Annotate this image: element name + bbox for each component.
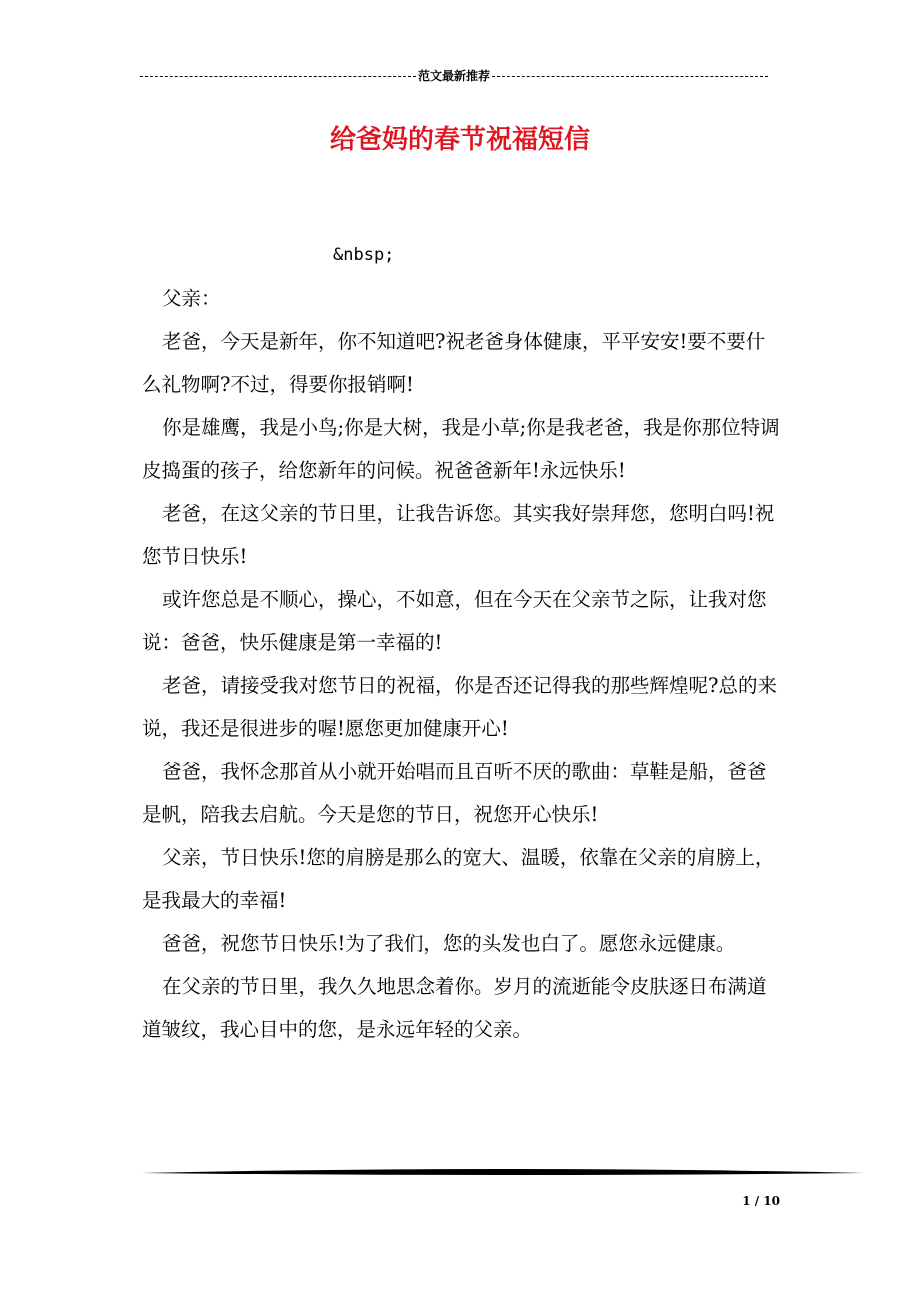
- paragraph: 老爸，请接受我对您节日的祝福，你是否还记得我的那些辉煌呢?总的来说，我还是很进步的喔!愿您更加健康开心!: [142, 674, 777, 740]
- paragraph: 爸爸，祝您节日快乐!为了我们，您的头发也白了。愿您永远健康。: [162, 932, 736, 955]
- document-title: 给爸妈的春节祝福短信: [329, 125, 590, 155]
- page-header: [140, 66, 768, 86]
- header-dash-right: [492, 76, 768, 77]
- paragraph: 或许您总是不顺心，操心，不如意，但在今天在父亲节之际，让我对您说：爸爸，快乐健康是第一幸福的!: [142, 588, 767, 654]
- paragraph: 父亲，节日快乐!您的肩膀是那么的宽大、温暖，依靠在父亲的肩膀上，是我最大的幸福!: [142, 846, 775, 912]
- header-dash-left: [140, 76, 416, 77]
- paragraph: 老爸，今天是新年，你不知道吧?祝老爸身体健康，平平安安!要不要什么礼物啊?不过，得要你报销啊!: [142, 330, 766, 396]
- paragraph: 爸爸，我怀念那首从小就开始唱而且百听不厌的歌曲：草鞋是船，爸爸是帆，陪我去启航。今天是您的节日，祝您开心快乐!: [142, 760, 767, 826]
- paragraph-nbsp: &nbsp;: [333, 245, 395, 265]
- page-number: 1 / 10: [742, 1194, 780, 1208]
- paragraph-salutation: 父亲：: [162, 287, 221, 310]
- paragraph: 在父亲的节日里，我久久地思念着你。岁月的流逝能令皮肤逐日布满道道皱纹，我心目中的您，是永远年轻的父亲。: [142, 975, 767, 1041]
- document-body: [142, 234, 782, 1051]
- paragraph: 你是雄鹰，我是小鸟;你是大树，我是小草;你是我老爸，我是你那位特调皮捣蛋的孩子，给您新年的问候。祝爸爸新年!永远快乐!: [142, 416, 780, 482]
- footer-rule: [142, 1166, 864, 1180]
- paragraph: 老爸，在这父亲的节日里，让我告诉您。其实我好崇拜您，您明白吗!祝您节日快乐!: [142, 502, 775, 568]
- header-label: 范文最新推荐: [418, 69, 491, 83]
